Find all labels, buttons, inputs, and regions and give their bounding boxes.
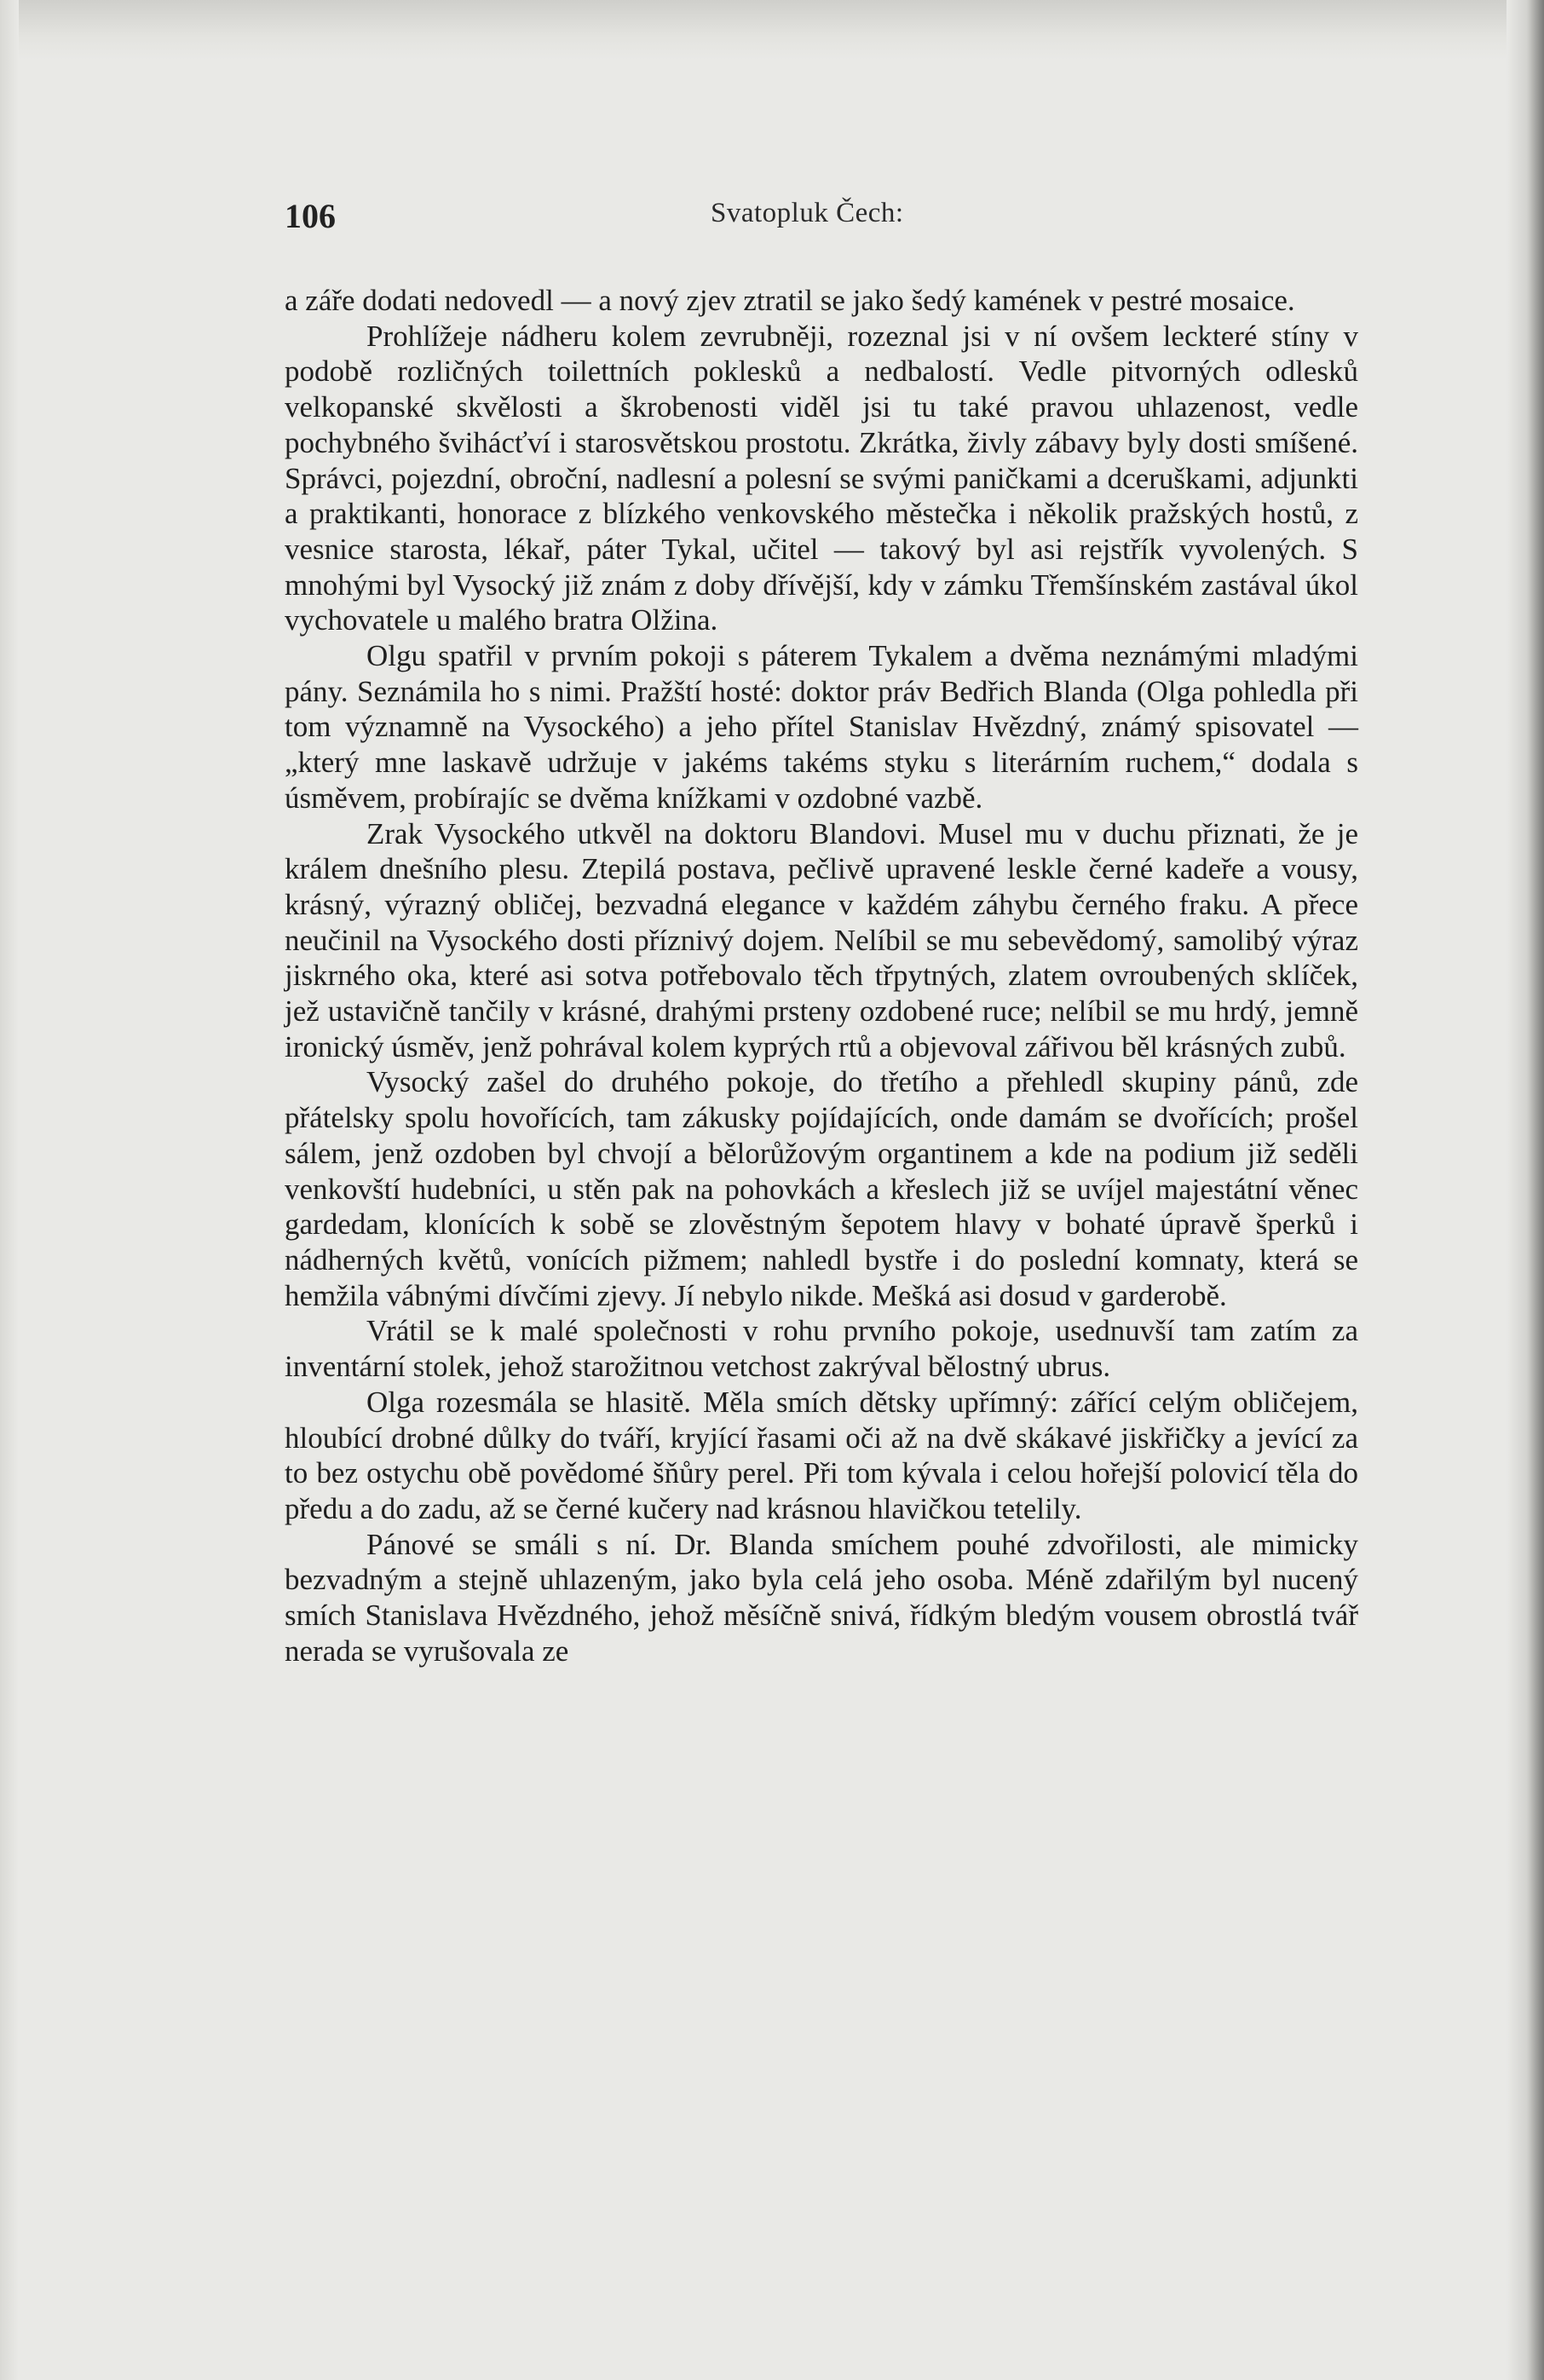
scan-left-edge: [0, 0, 19, 2380]
paragraph: Pánové se smáli s ní. Dr. Blanda smíchem pouhé zdvořilosti, ale mimicky bezvadným a stejně uhlazeným, jako byla celá jeho osoba. Méně zdařilým byl nucený smích Stanislava Hvězdného, jehož měsíčně snivá, řídkým bledým vousem obrostlá tvář nerada se vyrušovala ze: [285, 1527, 1358, 1668]
paragraph: Olga rozesmála se hlasitě. Měla smích dětsky upřímný: zářící celým obličejem, hloubící drobné důlky do tváří, kryjící řasami oči až na dvě skákavé jiskřičky a jevící za to bez ostychu obě povědomé šňůry perel. Při tom kývala i celou hořejší polovicí těla do předu a do zadu, až se černé kučery nad krásnou hlavičkou tetelily.: [285, 1385, 1358, 1525]
paragraph: Vysocký zašel do druhého pokoje, do třetího a přehledl skupiny pánů, zde přátelsky spolu hovořících, tam zákusky pojídajících, onde damám se dvořících; prošel sálem, jenž ozdoben byl chvojí a bělorůžovým organtinem a kde na podium již seděli venkovští hudebníci, u stěn pak na pohovkách a křeslech již se uvíjel majestátní věnec gardedam, klonících k sobě se zlověstným šepotem hlavy v bohaté úpravě šperků i nádherných květů, vonících pižmem; nahledl bystře i do poslední komnaty, která se hemžila vábnými dívčími zjevy. Jí nebylo nikde. Mešká asi dosud v garderobě.: [285, 1065, 1358, 1312]
body-text: [285, 283, 1358, 1668]
page-header: [285, 196, 1358, 247]
paragraph: Olgu spatřil v prvním pokoji s páterem Tykalem a dvěma neznámými mladými pány. Seznámila ho s nimi. Pražští hosté: doktor práv Bedřich Blanda (Olga pohledla při tom významně na Vysockého) a jeho přítel Stanislav Hvězdný, známý spisovatel — „který mne laskavě udržuje v jakéms takéms styku s literárním ruchem,“ dodala s úsměvem, probírajíc se dvěma knížkami v ozdobné vazbě.: [285, 639, 1358, 815]
paragraph: Prohlížeje nádheru kolem zevrubněji, rozeznal jsi v ní ovšem leckteré stíny v podobě rozličných toilettních poklesků a nedbalostí. Vedle pitvorných odlesků velkopanské skvělosti a škrobenosti viděl jsi tu také pravou uhlazenost, vedle pochybného švihácťví i starosvětskou prostotu. Zkrátka, živly zábavy byly dosti smíšené. Správci, pojezdní, obroční, nadlesní a polesní se svými paničkami a dceruškami, adjunkti a praktikanti, honorace z blízkého venkovského městečka i několik pražských hostů, z vesnice starosta, lékař, páter Tykal, učitel — takový byl asi rejstřík vyvolených. S mnohými byl Vysocký již znám z doby dřívější, kdy v zámku Třemšínském zastával úkol vychovatele u malého bratra Olžina.: [285, 319, 1358, 637]
running-head: Svatopluk Čech:: [711, 198, 904, 228]
paragraph: Zrak Vysockého utkvěl na doktoru Blandovi. Musel mu v duchu přiznati, že je králem dnešního plesu. Ztepilá postava, pečlivě upravené leskle černé kadeře a vousy, krásný, výrazný obličej, bezvadná elegance v každém záhybu černého fraku. A přece neučinil na Vysockého dosti příznivý dojem. Nelíbil se mu sebevědomý, samolibý výraz jiskrného oka, které asi sotva potřebovalo těch třpytných, zlatem ovroubených sklíček, jež ustavičně tančily v krásné, drahými prsteny ozdobené ruce; nelíbil se mu hrdý, jemně ironický úsměv, jenž pohrával kolem kyprých rtů a objevoval zářivou běl krásných zubů.: [285, 816, 1358, 1063]
paragraph: Vrátil se k malé společnosti v rohu prvního pokoje, usednuvší tam zatím za inventární stolek, jehož starožitnou vetchost zakrýval bělostný ubrus.: [285, 1314, 1358, 1384]
scan-right-edge: [1507, 0, 1544, 2380]
paragraph: a záře dodati nedovedl — a nový zjev ztratil se jako šedý kamének v pestré mosaice.: [285, 284, 1295, 317]
scan-top-edge: [0, 0, 1544, 60]
page-number: 106: [285, 197, 336, 235]
